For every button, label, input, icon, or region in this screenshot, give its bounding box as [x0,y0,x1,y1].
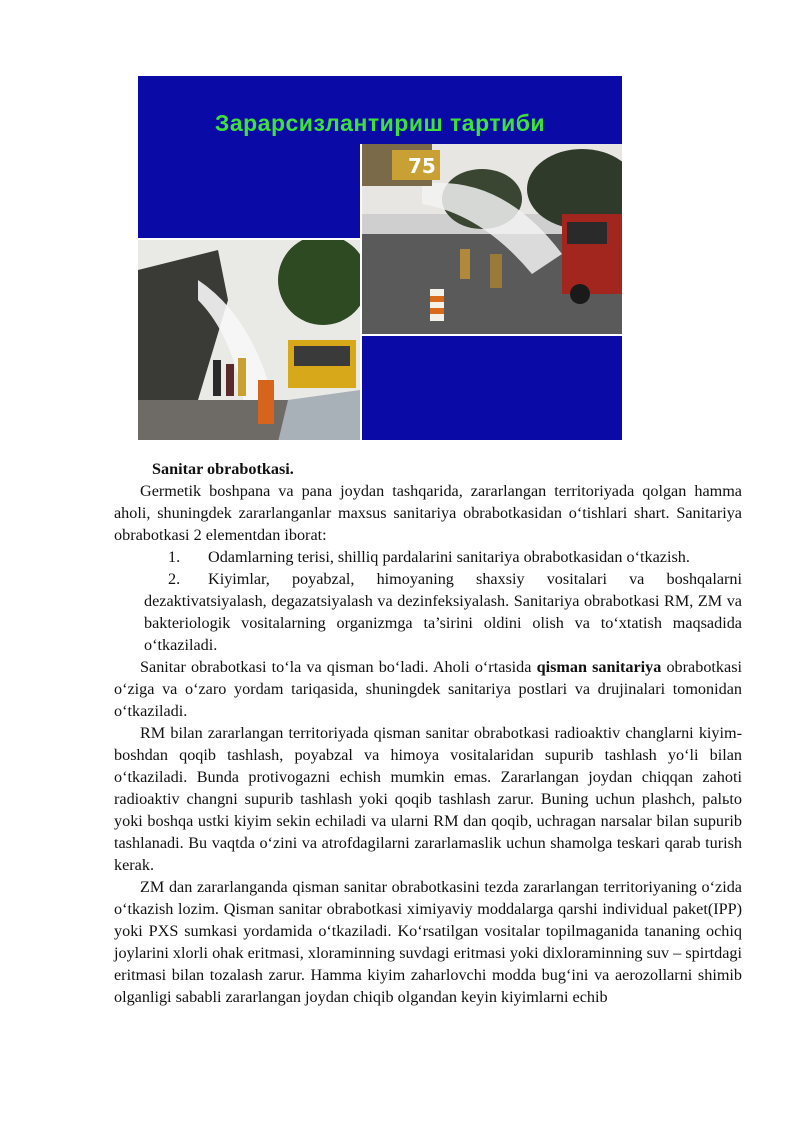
list-number: 2. [168,570,181,588]
paragraph-1: Germetik boshpana va pana joydan tashqarida, zararlangan territoriyada qolgan hamma aholi, shuningdek zararlanganlar maxsus sanitariya obrabotkasidan oʻtishlari shart. Sanitariya obrabotkasi 2 elementdan iborat: [114,482,742,544]
truck-number: 75 [408,154,436,178]
paragraph-2 [114,656,742,722]
slide-title: Зарарсизлантириш тартиби [214,110,546,136]
list-item-1 [114,546,742,568]
paragraph-2-bold: qisman sanitariya [536,658,662,676]
decontamination-photo-left [138,238,362,440]
section-heading: Sanitar obrabotkasi. [152,460,294,478]
decontamination-photo-right [360,144,622,336]
paragraph-4: ZM dan zararlanganda qisman sanitar obrabotkasini tezda zararlangan territoriyaning oʻzida oʻtkazish lozim. Qisman sanitar obrabotkasi ximiyaviy moddalarga qarshi individual paket(IPP) yoki PXS sumkasi yordamida oʻtkaziladi. Koʻrsatilgan vositalar topilmaganida tananing ochiq joylarini xlorli ohak eritmasi, xloraminning suvdagi eritmasi yoki dixloraminning suv – spirtdagi eritmasi bilan tozalash zarur. Hamma kiyim zaharlovchi modda bugʻini va aerozollarni shimib olganligi sababli zararlangan joydan chiqib olgandan keyin kiyimlarni echib [114,878,742,1006]
list-text: Odamlarning terisi, shilliq pardalarini sanitariya obrabotkasidan oʻtkazish. [208,548,690,566]
document-body [114,458,742,1008]
list-item-2 [114,568,742,656]
list-text: Kiyimlar, poyabzal, himoyaning shaxsiy vositalari va boshqalarni dezaktivatsiyalash, degazatsiyalash va dezinfeksiyalash. Sanitariya obrabotkasi RM, ZM va bakteriologik vositalarning organizmga ta’sirini oldini olish va toʻxtatish maqsadida oʻtkaziladi. [144,570,742,654]
slide-image [138,76,622,440]
paragraph-2-end: obrabotkasi oʻziga va oʻzaro yordam tariqasida, shuningdek sanitariya postlari va drujinalari tomonidan oʻtkaziladi. [114,658,742,720]
paragraph-3: RM bilan zararlangan territoriyada qisman sanitar obrabotkasi radioaktiv changlarni kiyim-boshdan qoqib tashlash, poyabzal va himoya vositalaridan supurib tashlash yoʻli bilan oʻtkaziladi. Bunda protivogazni echish mumkin emas. Zararlangan joydan chiqqan zahoti radioaktiv changni supurib tashlash yoki qoqib tashlash zarur. Buning uchun plashch, palьto yoki boshqa ustki kiyim sekin echiladi va ularni RM dan qoqib, uchragan narsalar bilan supurib tashlanadi. Bu vaqtda oʻzini va atrofdagilarni zararlamaslik uchun shamolga teskari qarab turish kerak. [114,724,742,874]
paragraph-2-start: Sanitar obrabotkasi toʻla va qisman boʻladi. Aholi oʻrtasida [140,658,537,676]
list-number: 1. [168,548,181,566]
